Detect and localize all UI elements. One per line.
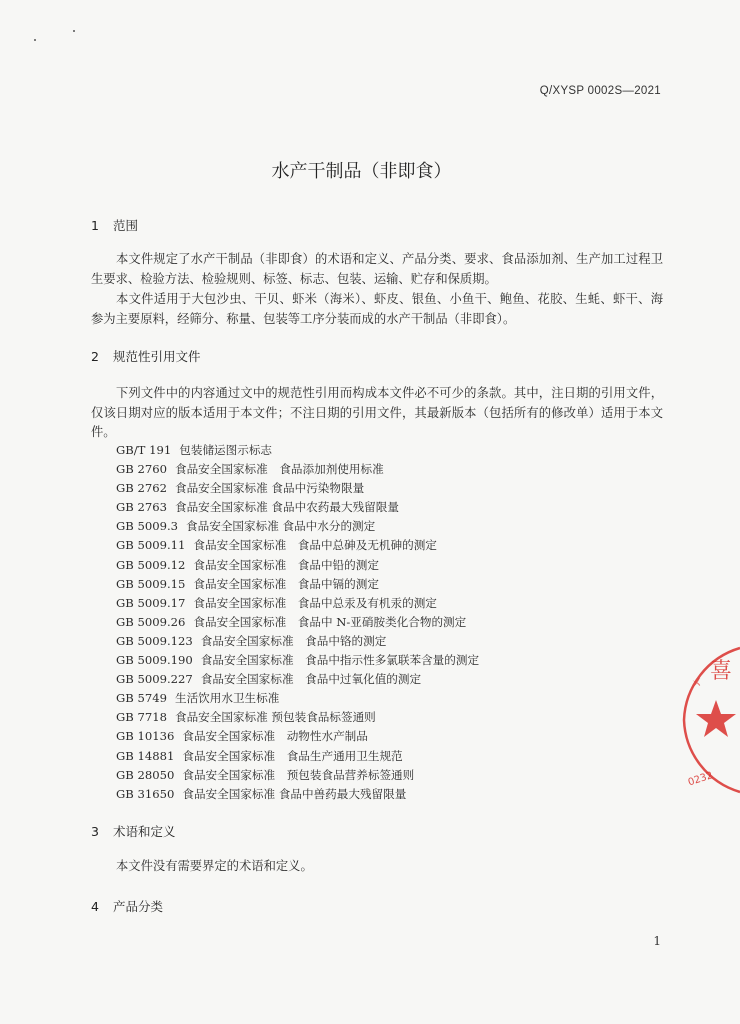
terms-text: 本文件没有需要界定的术语和定义。	[116, 859, 313, 873]
reference-item	[116, 479, 479, 498]
reference-title: 食品安全国家标准 食品中兽药最大残留限量	[182, 786, 407, 801]
scope-paragraph-1: 本文件规定了水产干制品（非即食）的术语和定义、产品分类、要求、食品添加剂、生产加工过程卫生要求、检验方法、检验规则、标签、标志、包装、运输、贮存和保质期。	[91, 252, 663, 286]
reference-code: GB 31650	[116, 786, 175, 801]
reference-title: 食品安全国家标准 食品中指示性多氯联苯含量的测定	[200, 653, 480, 668]
seal-fragment-mark: 㐅	[690, 677, 704, 692]
reference-code: GB 2762	[116, 481, 167, 496]
reference-title: 食品安全国家标准 食品中镉的测定	[193, 576, 379, 591]
reference-code: GB 5009.11	[116, 538, 186, 553]
reference-title: 食品安全国家标准 食品中 N-亚硝胺类化合物的测定	[193, 614, 467, 629]
reference-title: 食品安全国家标准 食品中铬的测定	[200, 633, 387, 648]
official-seal-stamp	[680, 640, 740, 800]
reference-title: 食品安全国家标准 食品生产通用卫生规范	[182, 748, 403, 763]
reference-title: 食品安全国家标准 食品中总汞及有机汞的测定	[193, 595, 437, 610]
reference-code: GB 5009.3	[116, 519, 179, 534]
document-number: Q/XYSP 0002S—2021	[539, 85, 661, 97]
reference-item	[116, 708, 479, 727]
reference-code: GB 2760	[116, 462, 167, 477]
reference-code: GB/T 191	[116, 443, 172, 457]
page-number: 1	[653, 934, 661, 948]
reference-item	[116, 613, 479, 632]
reference-item	[116, 727, 479, 746]
reference-item	[116, 517, 479, 536]
reference-code: GB 2763	[116, 500, 167, 515]
seal-number: 0232	[686, 770, 715, 789]
reference-item	[116, 766, 479, 785]
reference-title: 食品安全国家标准 动物性水产制品	[182, 729, 368, 744]
document-title: 水产干制品（非即食）	[271, 161, 452, 182]
reference-title: 食品安全国家标准 预包装食品标签通则	[174, 710, 376, 725]
scan-speck	[34, 39, 36, 41]
normative-intro: 下列文件中的内容通过文中的规范性引用而构成本文件必不可少的条款。其中，注日期的引用文件，仅该日期对应的版本适用于本文件；不注日期的引用文件，其最新版本（包括所有的修改单）适用于本文件。	[91, 386, 663, 439]
reference-code: GB 5009.190	[116, 653, 193, 668]
reference-title: 生活饮用水卫生标准	[174, 691, 280, 706]
reference-title: 食品安全国家标准 食品中污染物限量	[174, 481, 365, 496]
scan-speck	[73, 30, 75, 32]
reference-item	[116, 747, 479, 766]
reference-title: 包装储运图示标志	[179, 443, 273, 457]
section-heading-1: 1 范围	[91, 218, 138, 233]
reference-title: 食品安全国家标准 食品中过氧化值的测定	[200, 672, 422, 687]
seal-star-icon	[696, 700, 736, 737]
reference-item	[116, 556, 479, 575]
reference-item	[116, 651, 479, 670]
section-heading-4: 4 产品分类	[91, 899, 163, 914]
reference-item	[116, 498, 479, 517]
reference-item	[116, 689, 479, 708]
seal-char: 喜	[710, 659, 733, 684]
section-heading-3: 3 术语和定义	[91, 824, 176, 839]
reference-item	[116, 632, 479, 651]
reference-code: GB 5009.17	[116, 595, 186, 610]
reference-code: GB 28050	[116, 767, 175, 782]
reference-item	[116, 785, 479, 804]
reference-title: 食品安全国家标准 食品中总砷及无机砷的测定	[193, 538, 437, 553]
reference-code: GB 5009.12	[116, 557, 186, 572]
reference-item	[116, 575, 479, 594]
scope-paragraph-2: 本文件适用于大包沙虫、干贝、虾米（海米）、虾皮、银鱼、小鱼干、鲍鱼、花胶、生蚝、虾干、海参为主要原料，经筛分、称量、包装等工序分装而成的水产干制品（非即食）。	[91, 292, 663, 326]
reference-code: GB 5009.26	[116, 614, 186, 629]
reference-list	[116, 441, 479, 804]
reference-title: 食品安全国家标准 食品中水分的测定	[186, 519, 376, 534]
section-heading-2: 2 规范性引用文件	[91, 349, 201, 364]
reference-code: GB 5009.15	[116, 576, 186, 591]
reference-title: 食品安全国家标准 食品中农药最大残留限量	[174, 500, 399, 515]
reference-code: GB 5749	[116, 691, 167, 706]
reference-item	[116, 670, 479, 689]
reference-item	[116, 594, 479, 613]
reference-code: GB 10136	[116, 729, 175, 744]
reference-code: GB 7718	[116, 710, 167, 725]
reference-code: GB 5009.123	[116, 633, 193, 648]
reference-code: GB 5009.227	[116, 672, 193, 687]
reference-title: 食品安全国家标准 食品添加剂使用标准	[174, 462, 384, 477]
reference-item	[116, 536, 479, 555]
reference-title: 食品安全国家标准 预包装食品营养标签通则	[182, 767, 415, 782]
reference-item	[116, 460, 479, 479]
reference-item	[116, 441, 479, 460]
reference-code: GB 14881	[116, 748, 175, 763]
reference-title: 食品安全国家标准 食品中铅的测定	[193, 557, 379, 572]
